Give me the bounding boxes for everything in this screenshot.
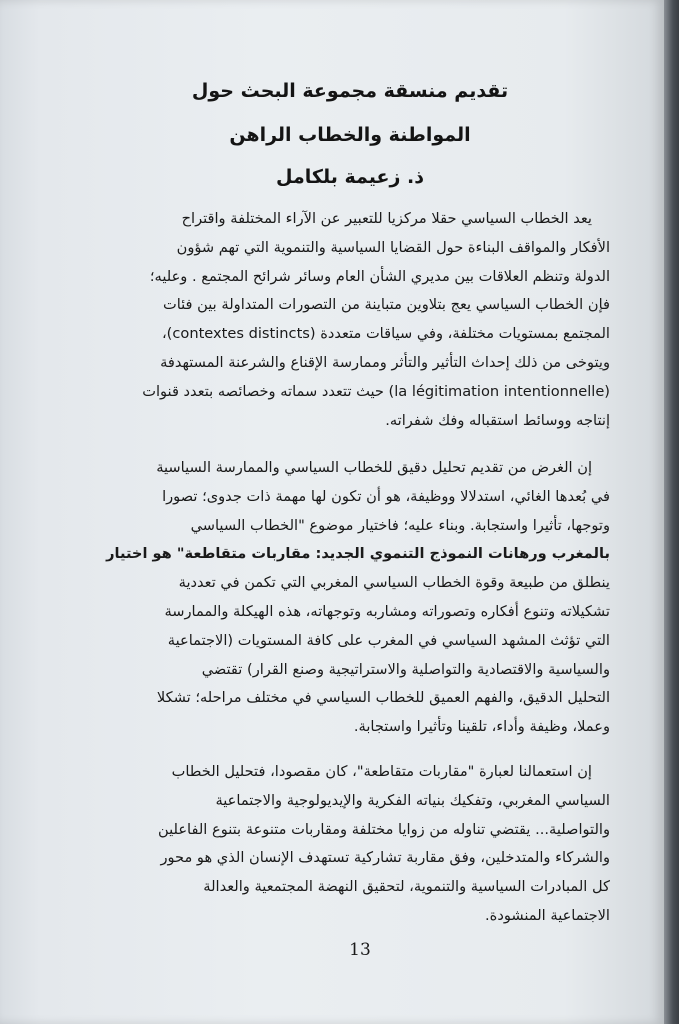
paragraph-line: والتواصلية... يقتضي تناوله من زوايا مختلفة ومقاربات متنوعة بتنوع الفاعلين [157,820,610,838]
paragraph-line: كل المبادرات السياسية والتنموية، لتحقيق النهضة المجتمعية والعدالة [203,878,610,896]
paragraph-line: التحليل الدقيق، والفهم العميق للخطاب السياسي في مختلف مراحله؛ تشكلا [156,689,610,707]
paragraph-1 [100,205,610,435]
paragraph-line: فإن الخطاب السياسي يعج بتلاوين متباينة من التصورات المتداولة بين فئات [162,296,610,314]
paragraph-line: ينطلق من طبيعة وقوة الخطاب السياسي المغربي التي تكمن في تعددية [178,574,610,592]
paragraph-line: الأفكار والمواقف البناءة حول القضايا السياسية والتنموية التي تهم شؤون [176,238,610,256]
paragraph-line: المجتمع بمستويات مختلفة، وفي سياقات متعددة (contextes distincts)، [161,325,610,343]
paragraph-line: إن استعمالنا لعبارة "مقاربات متقاطعة"، كان مقصودا، فتحليل الخطاب [171,763,592,780]
paragraph-line: والسياسية والاقتصادية والتواصلية والاستراتيجية وصنع القرار) تقتضي [201,660,610,678]
paragraph-line: إن الغرض من تقديم تحليل دقيق للخطاب السياسي والممارسة السياسية [156,459,592,476]
paragraph-line: الدولة وتنظم العلاقات بين مديري الشأن العام وسائر شرائح المجتمع . وعليه؛ [149,267,610,285]
paragraph-line: وعملا، وظيفة وأداء، تلقينا وتأثيرا واستجابة. [353,718,610,736]
book-spine-shadow [664,0,679,1024]
paragraph-line: ويتوخى من ذلك إحداث التأثير والتأثر وممارسة الإقناع والشرعنة المستهدفة [160,353,610,371]
paragraph-line: السياسي المغربي، وتفكيك بنياته الفكرية والإيديولوجية والاجتماعية [215,791,610,809]
author-name: ذ. زعيمة بلكامل [276,166,424,188]
title-line-1: تقديم منسقة مجموعة البحث حول [191,80,509,102]
paragraph-line: يعد الخطاب السياسي حقلا مركزيا للتعبير عن الآراء المختلفة واقتراح [181,210,592,227]
paragraph-line: التي تؤثث المشهد السياسي في المغرب على كافة المستويات (الاجتماعية [167,631,610,649]
paragraph-2 [100,454,610,742]
paragraph-line: الاجتماعية المنشودة. [485,906,610,924]
paragraph-line: والشركاء والمتدخلين، وفق مقاربة تشاركية تستهدف الإنسان الذي هو محور [160,849,610,867]
paragraph-line: (la légitimation intentionnelle) حيث تتعدد سماته وخصائصه بتعدد قنوات [142,382,610,400]
paragraph-line: بالمغرب ورهانات النموذج التنموي الجديد: مقاربات متقاطعة" هو اختيار [106,545,610,563]
paragraph-line: تشكيلاته وتنوع أفكاره وتصوراته ومشاربه وتوجهاته، هذه الهيكلة والممارسة [164,602,610,620]
paragraph-line: إنتاجه ووسائط استقباله وفك شفراته. [385,411,610,429]
title-line-2: المواطنة والخطاب الراهن [229,124,471,146]
paragraph-line: في بُعدها الغائي، استدلالا ووظيفة، هو أن تكون لها مهمة ذات جدوى؛ تصورا [162,487,610,505]
paragraph-3 [100,758,610,931]
page-number: 13 [349,940,371,960]
paragraph-line: وتوجها، تأثيرا واستجابة. وبناء عليه؛ فاختيار موضوع "الخطاب السياسي [190,516,610,534]
